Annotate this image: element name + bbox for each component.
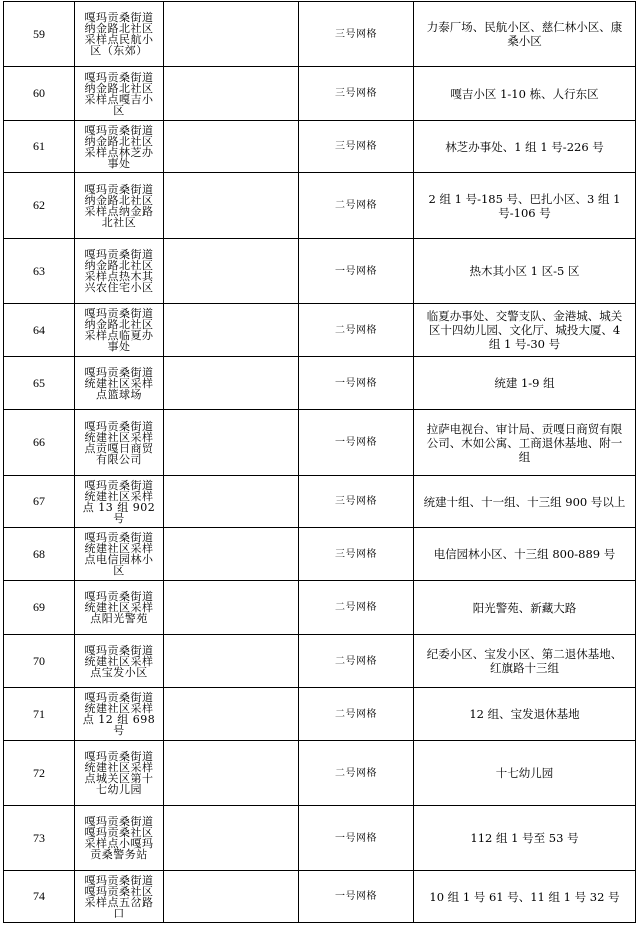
table-row <box>4 871 636 923</box>
grid-name: 二号网格 <box>299 635 414 688</box>
table-row <box>4 806 636 871</box>
coverage-area: 电信园林小区、十三组 800-889 号 <box>414 528 636 581</box>
row-number: 59 <box>4 2 75 67</box>
row-number: 61 <box>4 121 75 173</box>
grid-name: 三号网格 <box>299 121 414 173</box>
table-row <box>4 581 636 635</box>
sampling-site: 嘎玛贡桑街道统建社区采样点宝发小区 <box>75 635 164 688</box>
coverage-area: 力泰厂场、民航小区、慈仁林小区、康桑小区 <box>414 2 636 67</box>
coverage-area: 2 组 1 号-185 号、巴扎小区、3 组 1 号-106 号 <box>414 173 636 239</box>
coverage-area: 统建 1-9 组 <box>414 357 636 410</box>
coverage-area: 热木其小区 1 区-5 区 <box>414 239 636 304</box>
grid-name: 一号网格 <box>299 410 414 476</box>
table-row <box>4 121 636 173</box>
empty-cell <box>164 688 299 741</box>
grid-name: 一号网格 <box>299 806 414 871</box>
empty-cell <box>164 476 299 528</box>
table-row <box>4 688 636 741</box>
grid-name: 二号网格 <box>299 741 414 806</box>
coverage-area: 临夏办事处、交警支队、金港城、城关区十四幼儿园、文化厅、城投大厦、4 组 1 号-30 号 <box>414 304 636 357</box>
empty-cell <box>164 741 299 806</box>
table-row <box>4 528 636 581</box>
coverage-area: 十七幼儿园 <box>414 741 636 806</box>
grid-name: 一号网格 <box>299 871 414 923</box>
sampling-site: 嘎玛贡桑街道纳金路北社区采样点热木其兴农住宅小区 <box>75 239 164 304</box>
sampling-site: 嘎玛贡桑街道纳金路北社区采样点民航小区（东郊） <box>75 2 164 67</box>
coverage-area: 阳光警苑、新藏大路 <box>414 581 636 635</box>
table-row <box>4 304 636 357</box>
row-number: 72 <box>4 741 75 806</box>
sampling-site-table <box>3 1 636 923</box>
row-number: 71 <box>4 688 75 741</box>
coverage-area: 10 组 1 号 61 号、11 组 1 号 32 号 <box>414 871 636 923</box>
table-row <box>4 239 636 304</box>
table-body <box>4 2 636 923</box>
sampling-site: 嘎玛贡桑街道纳金路北社区采样点临夏办事处 <box>75 304 164 357</box>
grid-name: 一号网格 <box>299 239 414 304</box>
row-number: 62 <box>4 173 75 239</box>
table-row <box>4 476 636 528</box>
empty-cell <box>164 173 299 239</box>
table-row <box>4 2 636 67</box>
grid-name: 三号网格 <box>299 528 414 581</box>
row-number: 68 <box>4 528 75 581</box>
grid-name: 三号网格 <box>299 67 414 121</box>
row-number: 64 <box>4 304 75 357</box>
empty-cell <box>164 239 299 304</box>
row-number: 74 <box>4 871 75 923</box>
sampling-site: 嘎玛贡桑街道统建社区采样点 12 组 698 号 <box>75 688 164 741</box>
sampling-site: 嘎玛贡桑街道统建社区采样点阳光警苑 <box>75 581 164 635</box>
coverage-area: 嘎吉小区 1-10 栋、人行东区 <box>414 67 636 121</box>
sampling-site: 嘎玛贡桑街道纳金路北社区采样点林芝办事处 <box>75 121 164 173</box>
empty-cell <box>164 410 299 476</box>
empty-cell <box>164 871 299 923</box>
grid-name: 二号网格 <box>299 173 414 239</box>
sampling-site: 嘎玛贡桑街道统建社区采样点贡嘎日商贸有限公司 <box>75 410 164 476</box>
table-row <box>4 357 636 410</box>
empty-cell <box>164 121 299 173</box>
sampling-site: 嘎玛贡桑街道统建社区采样点 13 组 902 号 <box>75 476 164 528</box>
row-number: 66 <box>4 410 75 476</box>
empty-cell <box>164 304 299 357</box>
table-row <box>4 410 636 476</box>
grid-name: 三号网格 <box>299 2 414 67</box>
table-row <box>4 741 636 806</box>
empty-cell <box>164 67 299 121</box>
sampling-site: 嘎玛贡桑街道嘎玛贡桑社区采样点小嘎玛贡桑警务站 <box>75 806 164 871</box>
grid-name: 一号网格 <box>299 357 414 410</box>
coverage-area: 纪委小区、宝发小区、第二退休基地、红旗路十三组 <box>414 635 636 688</box>
sampling-site: 嘎玛贡桑街道统建社区采样点城关区第十七幼儿园 <box>75 741 164 806</box>
coverage-area: 112 组 1 号至 53 号 <box>414 806 636 871</box>
table-row <box>4 67 636 121</box>
empty-cell <box>164 357 299 410</box>
sampling-site: 嘎玛贡桑街道统建社区采样点电信园林小区 <box>75 528 164 581</box>
sampling-site: 嘎玛贡桑街道纳金路北社区采样点嘎吉小区 <box>75 67 164 121</box>
table-row <box>4 635 636 688</box>
row-number: 67 <box>4 476 75 528</box>
row-number: 63 <box>4 239 75 304</box>
grid-name: 二号网格 <box>299 688 414 741</box>
coverage-area: 林芝办事处、1 组 1 号-226 号 <box>414 121 636 173</box>
empty-cell <box>164 806 299 871</box>
sampling-site: 嘎玛贡桑街道嘎玛贡桑社区采样点五岔路口 <box>75 871 164 923</box>
coverage-area: 统建十组、十一组、十三组 900 号以上 <box>414 476 636 528</box>
sampling-site: 嘎玛贡桑街道统建社区采样点篮球场 <box>75 357 164 410</box>
table-row <box>4 173 636 239</box>
empty-cell <box>164 635 299 688</box>
empty-cell <box>164 581 299 635</box>
row-number: 60 <box>4 67 75 121</box>
coverage-area: 拉萨电视台、审计局、贡嘎日商贸有限公司、木如公寓、工商退休基地、附一组 <box>414 410 636 476</box>
row-number: 69 <box>4 581 75 635</box>
row-number: 65 <box>4 357 75 410</box>
sampling-site: 嘎玛贡桑街道纳金路北社区采样点纳金路北社区 <box>75 173 164 239</box>
row-number: 73 <box>4 806 75 871</box>
empty-cell <box>164 2 299 67</box>
grid-name: 二号网格 <box>299 581 414 635</box>
coverage-area: 12 组、宝发退休基地 <box>414 688 636 741</box>
empty-cell <box>164 528 299 581</box>
row-number: 70 <box>4 635 75 688</box>
grid-name: 二号网格 <box>299 304 414 357</box>
grid-name: 三号网格 <box>299 476 414 528</box>
